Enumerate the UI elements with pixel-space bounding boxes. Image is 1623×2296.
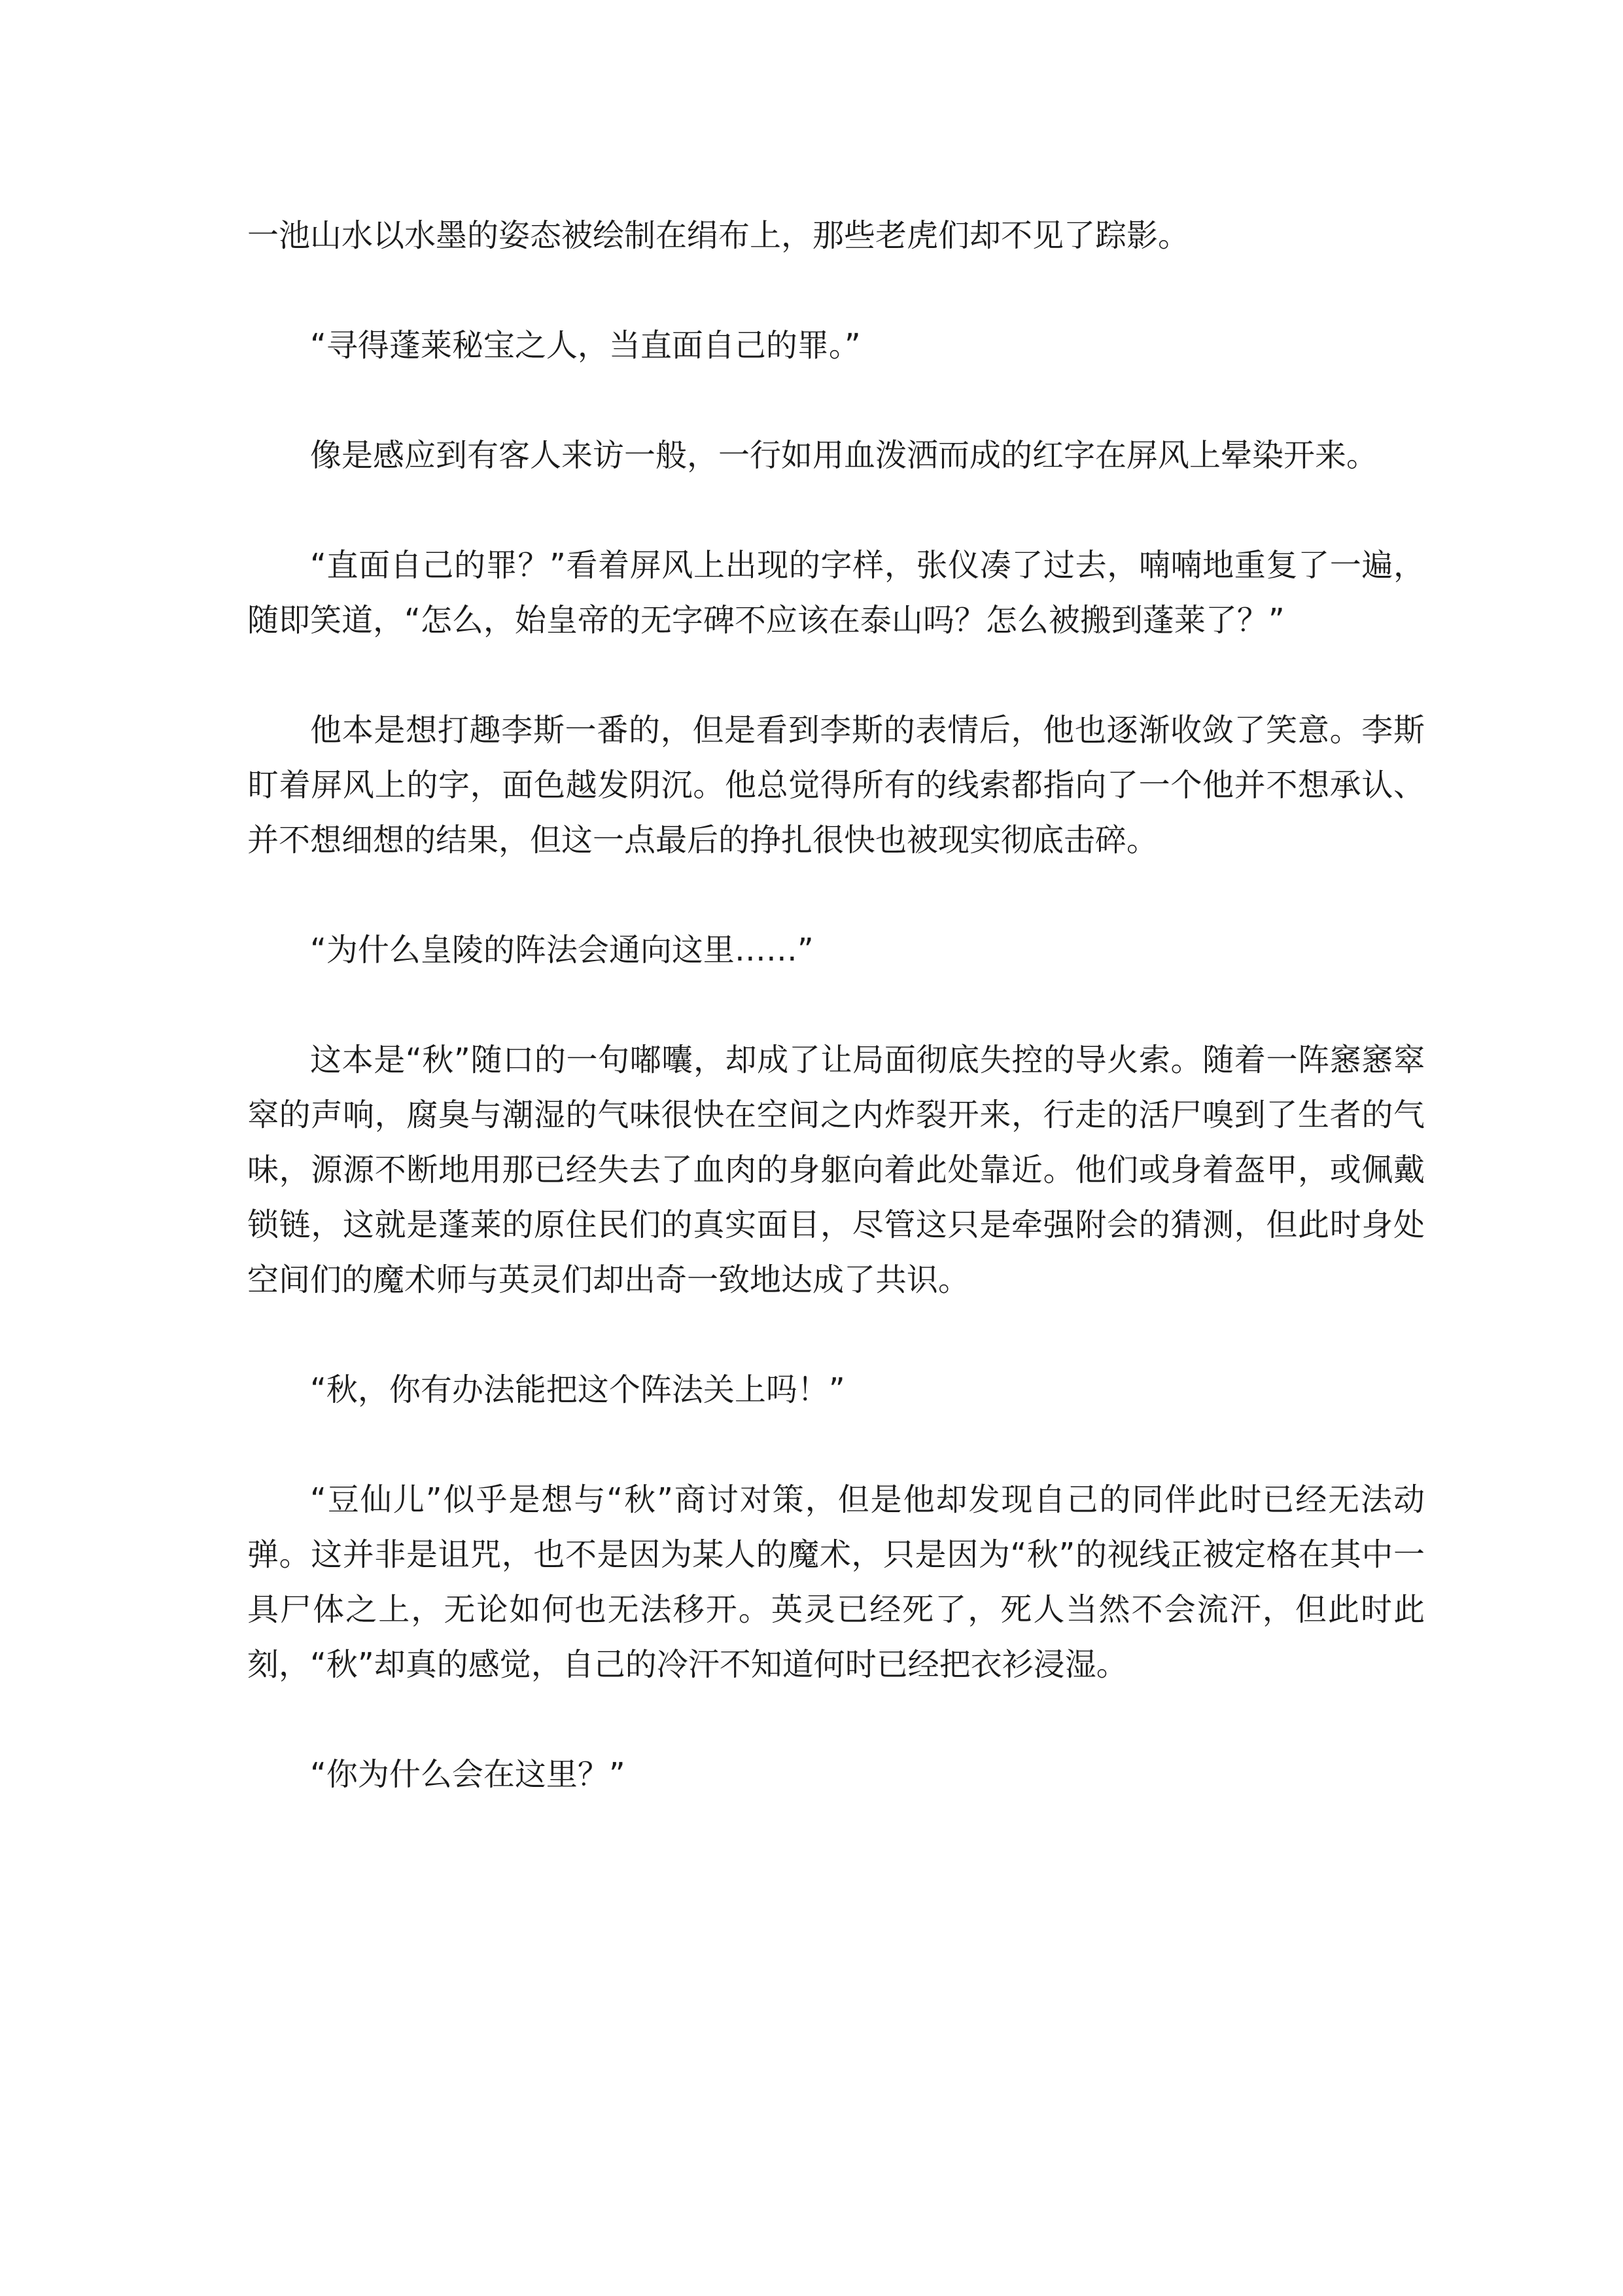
- paragraph: 像是感应到有客人来访一般，一行如用血泼洒而成的红字在屏风上晕染开来。: [310, 437, 1378, 474]
- paragraph: “寻得蓬莱秘宝之人，当直面自己的罪。”: [310, 327, 861, 364]
- paragraph: “秋，你有办法能把这个阵法关上吗！”: [310, 1371, 845, 1408]
- paragraph: “豆仙儿”似乎是想与“秋”商讨对策，但是他却发现自己的同伴此时已经无法动弹。这并非是诅咒，也不是因为某人的魔术，只是因为“秋”的视线正被定格在其中一具尸体之上，无论如何也无法移开。英灵已经死了，死人当然不会流汗，但此时此刻，“秋”却真的感觉，自己的冷汗不知道何时已经把衣衫浸湿。: [247, 1481, 1425, 1683]
- paragraph: 一池山水以水墨的姿态被绘制在绢布上，那些老虎们却不见了踪影。: [247, 217, 1190, 254]
- paragraph: 他本是想打趣李斯一番的，但是看到李斯的表情后，他也逐渐收敛了笑意。李斯盯着屏风上的字，面色越发阴沉。他总觉得所有的线索都指向了一个他并不想承认、并不想细想的结果，但这一点最后的挣扎很快也被现实彻底击碎。: [247, 712, 1425, 858]
- paragraph: “你为什么会在这里？”: [310, 1756, 625, 1793]
- document-body: [247, 208, 1425, 1857]
- paragraph: “为什么皇陵的阵法会通向这里……”: [310, 932, 814, 968]
- paragraph: “直面自己的罪？”看着屏风上出现的字样，张仪凑了过去，喃喃地重复了一遍，随即笑道，“怎么，始皇帝的无字碑不应该在泰山吗？怎么被搬到蓬莱了？”: [247, 547, 1425, 639]
- paragraph: 这本是“秋”随口的一句嘟囔，却成了让局面彻底失控的导火索。随着一阵窸窸窣窣的声响，腐臭与潮湿的气味很快在空间之内炸裂开来，行走的活尸嗅到了生者的气味，源源不断地用那已经失去了血肉的身躯向着此处靠近。他们或身着盔甲，或佩戴锁链，这就是蓬莱的原住民们的真实面目，尽管这只是牵强附会的猜测，但此时身处空间们的魔术师与英灵们却出奇一致地达成了共识。: [247, 1042, 1425, 1298]
